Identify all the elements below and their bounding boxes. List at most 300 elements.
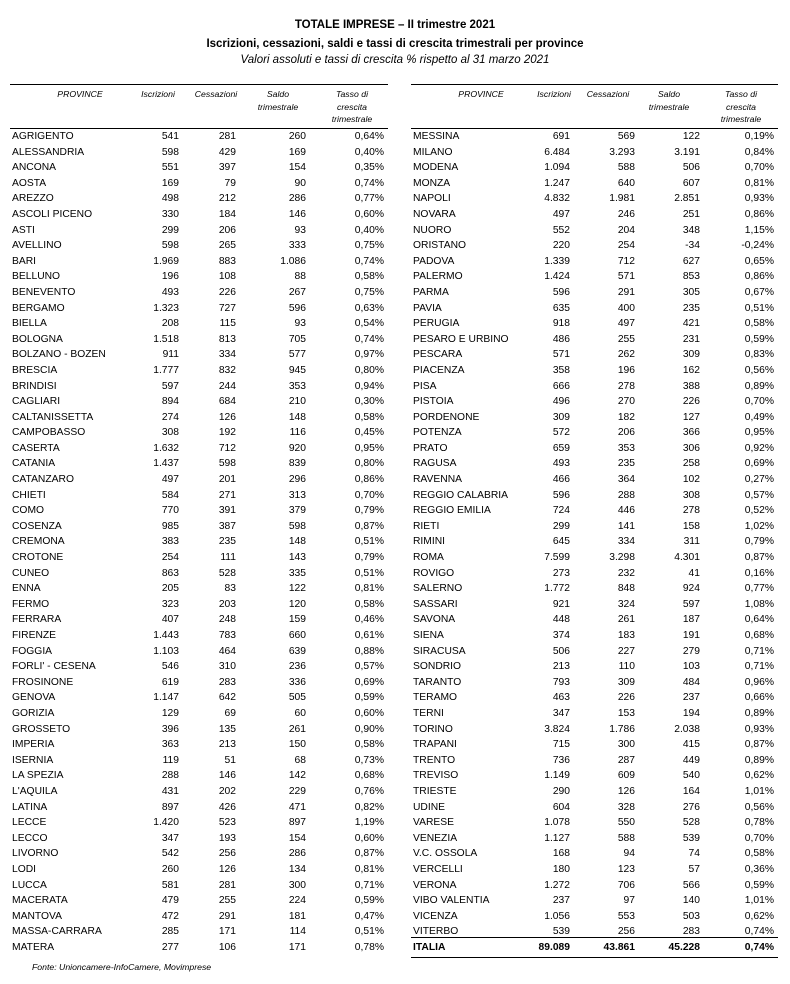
province-name: MASSA-CARRARA <box>12 926 102 938</box>
saldo-value: 191 <box>682 630 700 641</box>
table-row <box>10 846 388 862</box>
tasso-value: 0,81% <box>354 863 384 875</box>
cessazioni-value: 126 <box>617 785 635 797</box>
total-bottom-rule <box>411 957 778 958</box>
province-name: CUNEO <box>12 567 50 579</box>
province-name: LIVORNO <box>12 848 59 860</box>
tasso-value: 0,58% <box>744 848 774 860</box>
iscrizioni-value: 299 <box>552 520 570 532</box>
table-row <box>10 675 388 691</box>
province-name: VERONA <box>413 879 457 891</box>
cessazioni-value: 848 <box>617 583 635 595</box>
table-row <box>411 160 778 176</box>
table-row <box>10 316 388 332</box>
iscrizioni-value: 323 <box>161 598 179 610</box>
cessazioni-value: 364 <box>617 474 635 486</box>
saldo-value: 224 <box>288 895 306 907</box>
cessazioni-value: 83 <box>224 583 236 595</box>
province-name: TERNI <box>413 707 444 719</box>
province-name: CATANIA <box>12 458 56 470</box>
saldo-value: 60 <box>294 707 306 719</box>
tasso-value: 0,65% <box>744 255 774 267</box>
iscrizioni-value: 659 <box>552 442 570 454</box>
iscrizioni-value: 584 <box>161 489 179 501</box>
cessazioni-value: 464 <box>218 645 236 657</box>
cessazioni-value: 248 <box>218 614 236 626</box>
province-name: NUORO <box>413 224 452 236</box>
table-row <box>411 784 778 800</box>
saldo-value: 146 <box>288 208 306 220</box>
province-name: LA SPEZIA <box>12 770 64 782</box>
table-row <box>10 753 388 769</box>
iscrizioni-value: 374 <box>552 630 570 641</box>
table-row <box>411 285 778 301</box>
saldo-value: 120 <box>288 598 306 610</box>
saldo-value: 540 <box>682 770 700 782</box>
table-row <box>411 379 778 395</box>
cessazioni-value: 255 <box>617 333 635 345</box>
table-row <box>411 768 778 784</box>
table-row <box>10 831 388 847</box>
cessazioni-value: 201 <box>218 474 236 486</box>
cessazioni-value: 813 <box>218 333 236 345</box>
table-row <box>411 675 778 691</box>
saldo-value: 3.191 <box>674 146 700 158</box>
tasso-value: 0,52% <box>744 505 774 517</box>
cessazioni-value: 203 <box>218 598 236 610</box>
tasso-value: 0,94% <box>354 380 384 392</box>
province-name: RAVENNA <box>413 474 463 486</box>
tasso-value: 0,71% <box>354 879 384 891</box>
cessazioni-value: 287 <box>617 754 635 766</box>
cessazioni-value: 497 <box>617 318 635 330</box>
province-name: FOGGIA <box>12 645 53 657</box>
cessazioni-value: 291 <box>218 910 236 922</box>
saldo-value: 45.228 <box>668 941 700 953</box>
tasso-value: 0,80% <box>354 458 384 470</box>
cessazioni-value: 226 <box>218 286 236 298</box>
table-row <box>411 316 778 332</box>
cessazioni-value: 426 <box>218 801 236 813</box>
iscrizioni-value: 129 <box>161 707 179 719</box>
tasso-value: 0,87% <box>744 552 774 564</box>
cessazioni-value: 206 <box>617 427 635 439</box>
province-name: TRENTO <box>413 754 456 766</box>
table-row <box>411 878 778 894</box>
cessazioni-value: 184 <box>218 208 236 220</box>
iscrizioni-value: 1.247 <box>544 177 570 189</box>
cessazioni-value: 528 <box>218 567 236 579</box>
tasso-value: 0,69% <box>744 458 774 470</box>
tasso-value: 0,89% <box>744 380 774 392</box>
cessazioni-value: 446 <box>617 505 635 517</box>
cessazioni-value: 255 <box>218 895 236 907</box>
iscrizioni-value: 1.772 <box>544 583 570 595</box>
tasso-value: 0,62% <box>744 770 774 782</box>
tasso-value: 0,60% <box>354 208 384 220</box>
table-row <box>10 254 388 270</box>
saldo-value: -34 <box>685 240 700 252</box>
tasso-value: 0,74% <box>744 926 774 938</box>
province-name: COSENZA <box>12 520 62 532</box>
cessazioni-value: 206 <box>218 224 236 236</box>
cessazioni-value: 334 <box>617 536 635 548</box>
tasso-value: 0,86% <box>744 271 774 283</box>
tasso-value: 0,36% <box>744 863 774 875</box>
cessazioni-value: 883 <box>218 255 236 267</box>
province-name: CAMPOBASSO <box>12 427 86 439</box>
province-name: AGRIGENTO <box>12 131 74 142</box>
table-row <box>10 394 388 410</box>
tasso-value: 0,51% <box>744 302 774 314</box>
iscrizioni-value: 299 <box>161 224 179 236</box>
tasso-value: 0,88% <box>354 645 384 657</box>
iscrizioni-value: 985 <box>161 520 179 532</box>
province-name: LECCE <box>12 817 47 829</box>
cessazioni-value: 1.981 <box>609 193 635 205</box>
table-row <box>411 566 778 582</box>
iscrizioni-value: 598 <box>161 146 179 158</box>
province-name: BIELLA <box>12 318 47 330</box>
table-row <box>411 831 778 847</box>
table-row <box>10 488 388 504</box>
tasso-value: 0,89% <box>744 707 774 719</box>
tasso-value: 0,78% <box>354 941 384 953</box>
iscrizioni-value: 493 <box>552 458 570 470</box>
cessazioni-value: 235 <box>218 536 236 548</box>
cessazioni-value: 712 <box>617 255 635 267</box>
province-name: GENOVA <box>12 692 56 704</box>
tasso-value: 0,74% <box>744 941 774 953</box>
tasso-value: 0,70% <box>744 162 774 174</box>
saldo-value: 187 <box>682 614 700 626</box>
province-name: BERGAMO <box>12 302 65 314</box>
iscrizioni-value: 493 <box>161 286 179 298</box>
tasso-value: 0,56% <box>744 364 774 376</box>
cessazioni-value: 193 <box>218 832 236 844</box>
table-row <box>10 737 388 753</box>
iscrizioni-value: 770 <box>161 505 179 517</box>
cessazioni-value: 115 <box>219 318 236 330</box>
cessazioni-value: 550 <box>617 817 635 829</box>
tasso-value: 0,93% <box>744 723 774 735</box>
saldo-value: 705 <box>288 333 306 345</box>
cessazioni-value: 226 <box>617 692 635 704</box>
province-name: PALERMO <box>413 271 463 283</box>
iscrizioni-value: 496 <box>552 396 570 408</box>
iscrizioni-value: 1.056 <box>544 910 570 922</box>
iscrizioni-value: 169 <box>161 177 179 189</box>
iscrizioni-value: 3.824 <box>544 723 570 735</box>
cessazioni-value: 270 <box>617 396 635 408</box>
saldo-value: 140 <box>682 895 700 907</box>
table-row <box>411 815 778 831</box>
iscrizioni-value: 911 <box>162 349 179 361</box>
table-row <box>411 441 778 457</box>
iscrizioni-value: 1.323 <box>153 302 179 314</box>
cessazioni-value: 310 <box>218 661 236 673</box>
table-row <box>10 659 388 675</box>
table-row <box>10 285 388 301</box>
tasso-value: 0,71% <box>744 645 774 657</box>
tasso-value: 0,19% <box>744 131 774 142</box>
tasso-value: 0,58% <box>744 318 774 330</box>
saldo-value: 484 <box>682 676 700 688</box>
saldo-value: 853 <box>682 271 700 283</box>
page-subtitle-italic: Valori assoluti e tassi di crescita % rispetto al 31 marzo 2021 <box>240 54 550 66</box>
tasso-value: 1,02% <box>744 520 774 532</box>
table-row <box>10 862 388 878</box>
cessazioni-value: 202 <box>218 785 236 797</box>
province-name: TRAPANI <box>413 739 457 751</box>
tasso-value: 0,64% <box>744 614 774 626</box>
saldo-value: 231 <box>682 333 700 345</box>
cessazioni-value: 271 <box>218 489 236 501</box>
cessazioni-value: 265 <box>218 240 236 252</box>
saldo-value: 88 <box>294 271 306 283</box>
province-name: VARESE <box>413 817 455 829</box>
saldo-value: 336 <box>288 676 306 688</box>
iscrizioni-value: 274 <box>161 411 179 423</box>
tasso-value: 0,84% <box>744 146 774 158</box>
tasso-value: 0,59% <box>354 692 384 704</box>
cessazioni-value: 183 <box>617 630 635 641</box>
saldo-value: 169 <box>288 146 306 158</box>
saldo-value: 261 <box>288 723 306 735</box>
province-name: PERUGIA <box>413 318 460 330</box>
tasso-value: 0,59% <box>744 879 774 891</box>
cessazioni-value: 300 <box>617 739 635 751</box>
cessazioni-value: 832 <box>218 364 236 376</box>
iscrizioni-value: 431 <box>161 785 179 797</box>
saldo-value: 148 <box>288 411 306 423</box>
tasso-value: 0,77% <box>354 193 384 205</box>
table-row <box>10 800 388 816</box>
province-name: PADOVA <box>413 255 455 267</box>
saldo-value: 503 <box>682 910 700 922</box>
tasso-value: 0,76% <box>354 785 384 797</box>
table-row <box>10 145 388 161</box>
cessazioni-value: 387 <box>218 520 236 532</box>
iscrizioni-value: 285 <box>161 926 179 938</box>
table-row <box>411 394 778 410</box>
table-row <box>10 722 388 738</box>
saldo-value: 449 <box>682 754 700 766</box>
cessazioni-value: 126 <box>218 863 236 875</box>
cessazioni-value: 353 <box>617 442 635 454</box>
province-name: REGGIO EMILIA <box>413 505 491 517</box>
iscrizioni-value: 724 <box>552 505 570 517</box>
iscrizioni-value: 597 <box>161 380 179 392</box>
iscrizioni-value: 541 <box>161 131 179 142</box>
cessazioni-value: 642 <box>218 692 236 704</box>
cessazioni-value: 244 <box>218 380 236 392</box>
tasso-value: 0,74% <box>354 177 384 189</box>
iscrizioni-value: 1.127 <box>544 832 570 844</box>
saldo-value: 90 <box>294 177 306 189</box>
tasso-value: 0,51% <box>354 536 384 548</box>
cessazioni-value: 324 <box>617 598 635 610</box>
province-name: ASTI <box>12 224 35 236</box>
iscrizioni-value: 237 <box>552 895 570 907</box>
iscrizioni-value: 277 <box>161 941 179 953</box>
province-name: RIETI <box>413 520 440 532</box>
cessazioni-value: 553 <box>617 910 635 922</box>
table-row <box>411 207 778 223</box>
province-name: UDINE <box>413 801 446 813</box>
table-row <box>10 472 388 488</box>
header-cessazioni: Cessazioni <box>194 89 238 99</box>
iscrizioni-value: 363 <box>161 739 179 751</box>
iscrizioni-value: 1.969 <box>153 255 179 267</box>
saldo-value: 639 <box>288 645 306 657</box>
province-name: AREZZO <box>12 193 54 205</box>
saldo-value: 236 <box>288 661 306 673</box>
province-name: MANTOVA <box>12 910 62 922</box>
table-row <box>10 160 388 176</box>
province-name: LECCO <box>12 832 48 844</box>
table-row <box>411 534 778 550</box>
iscrizioni-value: 918 <box>552 318 570 330</box>
cessazioni-value: 94 <box>623 848 635 860</box>
saldo-value: 162 <box>682 364 700 376</box>
cessazioni-value: 334 <box>218 349 236 361</box>
province-name: SIENA <box>413 630 444 641</box>
cessazioni-value: 256 <box>617 926 635 938</box>
saldo-value: 143 <box>288 552 306 564</box>
tasso-value: 0,58% <box>354 598 384 610</box>
cessazioni-value: 97 <box>623 895 635 907</box>
cessazioni-value: 706 <box>617 879 635 891</box>
saldo-value: 539 <box>682 832 700 844</box>
tasso-value: 0,70% <box>744 832 774 844</box>
iscrizioni-value: 466 <box>552 474 570 486</box>
saldo-value: 93 <box>294 224 306 236</box>
province-name: VICENZA <box>413 910 458 922</box>
tasso-value: 0,58% <box>354 411 384 423</box>
province-name: SASSARI <box>413 598 458 610</box>
province-name: CROTONE <box>12 552 64 564</box>
cessazioni-value: 235 <box>617 458 635 470</box>
saldo-value: 260 <box>288 131 306 142</box>
tasso-value: 0,51% <box>354 567 384 579</box>
table-row <box>411 129 778 145</box>
saldo-value: 159 <box>288 614 306 626</box>
iscrizioni-value: 635 <box>552 302 570 314</box>
province-name: LODI <box>12 863 37 875</box>
total-top-rule <box>411 937 778 938</box>
tasso-value: 1,08% <box>744 598 774 610</box>
table-row <box>10 597 388 613</box>
province-name: L'AQUILA <box>12 785 58 797</box>
saldo-value: 286 <box>288 848 306 860</box>
table-row <box>411 191 778 207</box>
province-name: RIMINI <box>413 536 446 548</box>
header-iscrizioni: Iscrizioni <box>141 89 175 99</box>
saldo-value: 122 <box>682 131 700 142</box>
cessazioni-value: 281 <box>218 879 236 891</box>
table-row <box>10 238 388 254</box>
saldo-value: 142 <box>288 770 306 782</box>
cessazioni-value: 328 <box>617 801 635 813</box>
cessazioni-value: 262 <box>617 349 635 361</box>
saldo-value: 286 <box>288 193 306 205</box>
province-name: FORLI' - CESENA <box>12 661 96 673</box>
province-name: PRATO <box>413 442 448 454</box>
cessazioni-value: 43.861 <box>603 941 635 953</box>
saldo-value: 283 <box>682 926 700 938</box>
total-row <box>411 940 778 956</box>
province-name: FIRENZE <box>12 630 57 641</box>
table-row <box>411 347 778 363</box>
table-row <box>411 706 778 722</box>
iscrizioni-value: 330 <box>161 208 179 220</box>
iscrizioni-value: 347 <box>552 707 570 719</box>
saldo-value: 379 <box>288 505 306 517</box>
tasso-value: 1,15% <box>744 224 774 236</box>
tasso-value: 0,86% <box>354 474 384 486</box>
province-name: CREMONA <box>12 536 65 548</box>
page-subtitle: Iscrizioni, cessazioni, saldi e tassi di crescita trimestrali per province <box>206 38 584 50</box>
province-name: BOLOGNA <box>12 333 63 345</box>
saldo-value: 122 <box>288 583 306 595</box>
header-iscrizioni: Iscrizioni <box>537 89 571 99</box>
cessazioni-value: 135 <box>218 723 236 735</box>
cessazioni-value: 3.298 <box>609 552 635 564</box>
province-name: ITALIA <box>413 941 446 953</box>
iscrizioni-value: 715 <box>552 739 570 751</box>
iscrizioni-value: 6.484 <box>544 146 570 158</box>
tasso-value: 0,63% <box>354 302 384 314</box>
tasso-value: 0,81% <box>744 177 774 189</box>
saldo-value: 127 <box>682 411 700 423</box>
tasso-value: 0,78% <box>744 817 774 829</box>
iscrizioni-value: 358 <box>552 364 570 376</box>
tasso-value: 0,68% <box>744 630 774 641</box>
table-row <box>10 301 388 317</box>
tasso-value: 0,30% <box>354 396 384 408</box>
saldo-value: 296 <box>288 474 306 486</box>
saldo-value: 116 <box>289 427 306 439</box>
iscrizioni-value: 666 <box>552 380 570 392</box>
table-row <box>411 223 778 239</box>
table-header <box>411 88 778 128</box>
table-row <box>411 363 778 379</box>
right-table-body <box>411 129 778 955</box>
province-name: ASCOLI PICENO <box>12 208 93 220</box>
province-name: IMPERIA <box>12 739 55 751</box>
cessazioni-value: 588 <box>617 162 635 174</box>
tasso-value: 0,58% <box>354 739 384 751</box>
tasso-value: 0,75% <box>354 240 384 252</box>
tasso-value: 0,75% <box>354 286 384 298</box>
table-row <box>10 784 388 800</box>
saldo-value: 920 <box>288 442 306 454</box>
saldo-value: 74 <box>688 848 700 860</box>
saldo-value: 598 <box>288 520 306 532</box>
cessazioni-value: 429 <box>218 146 236 158</box>
iscrizioni-value: 542 <box>161 848 179 860</box>
province-name: MATERA <box>12 941 55 953</box>
saldo-value: 148 <box>288 536 306 548</box>
iscrizioni-value: 290 <box>552 785 570 797</box>
saldo-value: 306 <box>682 442 700 454</box>
tasso-value: 0,95% <box>354 442 384 454</box>
tasso-value: 0,69% <box>354 676 384 688</box>
saldo-value: 57 <box>688 863 700 875</box>
saldo-value: 4.301 <box>674 552 700 564</box>
saldo-value: 421 <box>682 318 700 330</box>
